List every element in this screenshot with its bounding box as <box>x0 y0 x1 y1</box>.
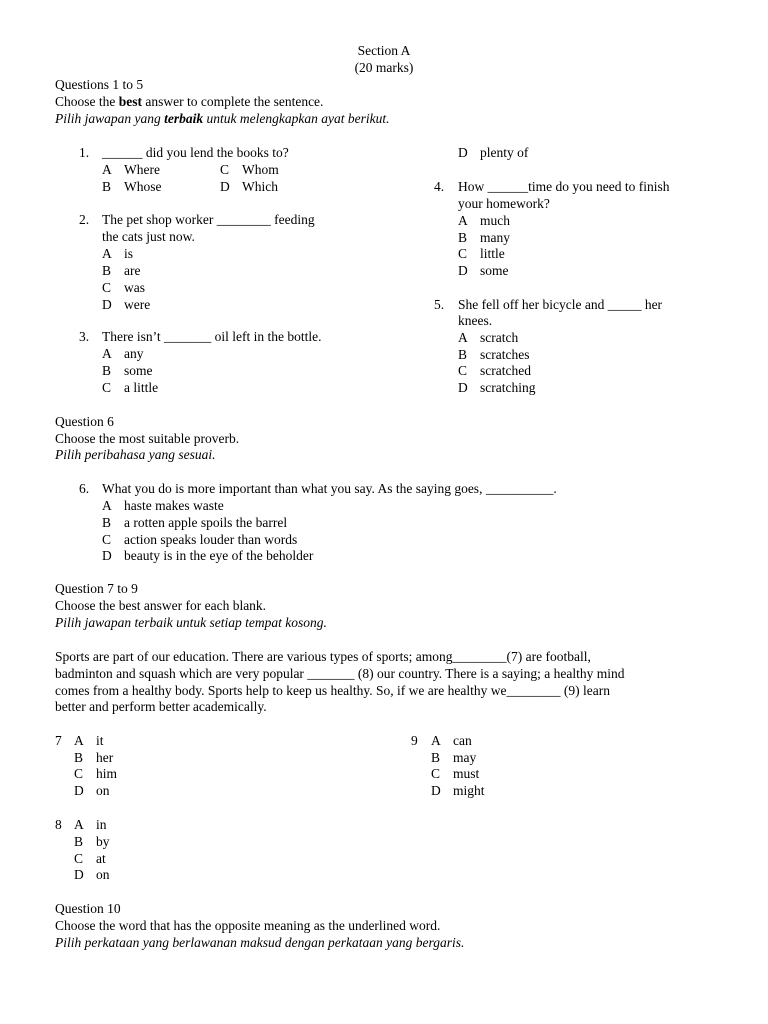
option-letter: A <box>102 162 112 177</box>
instr-text: Choose the <box>55 94 119 109</box>
option-letter: A <box>74 733 84 748</box>
instr-text: untuk melengkapkan ayat berikut. <box>203 111 390 126</box>
q5-option-c <box>458 363 531 380</box>
passage-line: badminton and squash which are very popular _______ (8) our country. There is a saying; a healthy mind <box>55 666 625 681</box>
part4-instruction-malay: Pilih perkataan yang berlawanan maksud dengan perkataan yang bergaris. <box>55 935 465 950</box>
q6-option-d <box>102 548 313 565</box>
option-text: a little <box>124 380 159 395</box>
option-text: by <box>96 834 110 849</box>
option-text: many <box>480 230 510 245</box>
q1-option-d <box>220 179 278 196</box>
q2-option-b <box>102 263 140 280</box>
q3-option-a <box>102 346 144 363</box>
option-text: plenty of <box>480 145 529 160</box>
q9-option-b <box>431 750 476 767</box>
q3-text: There isn’t _______ oil left in the bottle. <box>102 329 322 344</box>
option-letter: B <box>74 834 84 849</box>
part4-heading: Question 10 <box>55 901 121 916</box>
part2-instruction-malay: Pilih peribahasa yang sesuai. <box>55 447 216 462</box>
option-letter: D <box>220 179 230 194</box>
q5-text-line2: knees. <box>458 313 493 328</box>
section-title: Section A <box>357 43 411 58</box>
option-text: haste makes waste <box>124 498 224 513</box>
q6-option-c <box>102 532 297 549</box>
option-letter: A <box>102 346 112 361</box>
option-text: on <box>96 783 110 798</box>
passage-line: Sports are part of our education. There are various types of sports; among________(7) are football, <box>55 649 591 664</box>
option-letter: C <box>220 162 230 177</box>
part2-instruction: Choose the most suitable proverb. <box>55 431 240 446</box>
option-text: Whom <box>242 162 279 177</box>
q4-text-line1: How ______time do you need to finish <box>458 179 670 194</box>
part1-heading: Questions 1 to 5 <box>55 77 144 92</box>
q9-option-d <box>431 783 485 800</box>
option-letter: C <box>102 532 112 547</box>
q3-option-b <box>102 363 153 380</box>
option-text: might <box>453 783 485 798</box>
q2-option-d <box>102 297 150 314</box>
instr-bold: best <box>118 94 142 109</box>
q4-text-line2: your homework? <box>458 196 550 211</box>
passage-line: better and perform better academically. <box>55 699 267 714</box>
option-letter: A <box>458 213 468 228</box>
option-letter: D <box>102 548 112 563</box>
option-text: on <box>96 867 110 882</box>
option-text: some <box>480 263 509 278</box>
q7-option-b <box>74 750 113 767</box>
option-text: much <box>480 213 510 228</box>
option-letter: C <box>458 246 468 261</box>
q2-text-line2: the cats just now. <box>102 229 195 244</box>
q4-option-c <box>458 246 505 263</box>
q8-option-b <box>74 834 110 851</box>
option-letter: B <box>458 230 468 245</box>
q6-option-a <box>102 498 224 515</box>
q2-text-line1: The pet shop worker ________ feeding <box>102 212 315 227</box>
q8-option-a <box>74 817 107 834</box>
part3-instruction: Choose the best answer for each blank. <box>55 598 267 613</box>
q7-option-c <box>74 766 117 783</box>
q4-option-a <box>458 213 510 230</box>
q2-number: 2. <box>79 212 90 227</box>
part1-instruction-malay <box>55 111 389 128</box>
option-text: him <box>96 766 118 781</box>
option-letter: B <box>102 363 112 378</box>
q1-option-b <box>102 179 162 196</box>
option-text: Where <box>124 162 160 177</box>
option-text: Whose <box>124 179 162 194</box>
option-text: beauty is in the eye of the beholder <box>124 548 314 563</box>
q1-option-a <box>102 162 160 179</box>
option-text: any <box>124 346 144 361</box>
q8-option-d <box>74 867 110 884</box>
q8-option-c <box>74 851 106 868</box>
instr-text: Pilih jawapan yang <box>55 111 165 126</box>
q1-text: ______ did you lend the books to? <box>102 145 289 160</box>
q3-option-c <box>102 380 158 397</box>
q2-option-a <box>102 246 133 263</box>
option-text: Which <box>242 179 278 194</box>
part1-instruction <box>55 94 323 111</box>
option-text: scratches <box>480 347 530 362</box>
option-text: her <box>96 750 114 765</box>
q5-text-line1: She fell off her bicycle and _____ her <box>458 297 663 312</box>
option-text: may <box>453 750 477 765</box>
option-text: are <box>124 263 141 278</box>
q7-option-a <box>74 733 104 750</box>
part2-heading: Question 6 <box>55 414 114 429</box>
part3-instruction-malay: Pilih jawapan terbaik untuk setiap tempat kosong. <box>55 615 327 630</box>
option-letter: A <box>102 498 112 513</box>
option-letter: B <box>431 750 441 765</box>
q8-number: 8 <box>55 817 62 832</box>
q4-option-d <box>458 263 509 280</box>
option-letter: B <box>102 263 112 278</box>
option-letter: B <box>74 750 84 765</box>
q6-text: What you do is more important than what you say. As the saying goes, __________. <box>102 481 557 496</box>
q9-option-a <box>431 733 472 750</box>
option-text: must <box>453 766 480 781</box>
passage-line: comes from a healthy body. Sports help to keep us healthy. So, if we are healthy we________ (9) learn <box>55 683 610 698</box>
q4-number: 4. <box>434 179 445 194</box>
option-letter: D <box>74 783 84 798</box>
q3-number: 3. <box>79 329 90 344</box>
option-text: at <box>96 851 106 866</box>
option-text: it <box>96 733 104 748</box>
option-text: were <box>124 297 151 312</box>
option-letter: B <box>102 179 112 194</box>
section-marks: (20 marks) <box>354 60 414 75</box>
option-text: was <box>124 280 145 295</box>
option-letter: C <box>74 851 84 866</box>
option-letter: C <box>431 766 441 781</box>
q9-number: 9 <box>411 733 418 748</box>
option-text: a rotten apple spoils the barrel <box>124 515 288 530</box>
q5-option-b <box>458 347 529 364</box>
option-letter: D <box>458 145 468 160</box>
part4-instruction: Choose the word that has the opposite meaning as the underlined word. <box>55 918 441 933</box>
part3-heading: Question 7 to 9 <box>55 581 138 596</box>
option-letter: A <box>458 330 468 345</box>
q7-option-d <box>74 783 110 800</box>
q6-number: 6. <box>79 481 90 496</box>
q5-option-d <box>458 380 535 397</box>
option-letter: D <box>458 263 468 278</box>
q5-number: 5. <box>434 297 445 312</box>
q7-number: 7 <box>55 733 62 748</box>
option-letter: A <box>74 817 84 832</box>
option-text: can <box>453 733 472 748</box>
option-letter: B <box>102 515 112 530</box>
option-text: some <box>124 363 153 378</box>
option-text: scratch <box>480 330 519 345</box>
option-text: scratched <box>480 363 531 378</box>
option-letter: B <box>458 347 468 362</box>
option-letter: D <box>102 297 112 312</box>
option-text: little <box>480 246 505 261</box>
instr-bold: terbaik <box>164 111 204 126</box>
option-letter: D <box>74 867 84 882</box>
option-text: is <box>124 246 134 261</box>
option-text: scratching <box>480 380 536 395</box>
instr-text: answer to complete the sentence. <box>142 94 324 109</box>
q4-option-b <box>458 230 510 247</box>
q1-number: 1. <box>79 145 90 160</box>
q2-option-c <box>102 280 145 297</box>
option-letter: C <box>74 766 84 781</box>
option-letter: C <box>102 280 112 295</box>
q3-option-d <box>458 145 528 162</box>
option-text: action speaks louder than words <box>124 532 298 547</box>
option-letter: C <box>458 363 468 378</box>
q1-option-c <box>220 162 279 179</box>
q9-option-c <box>431 766 479 783</box>
q5-option-a <box>458 330 518 347</box>
option-text: in <box>96 817 107 832</box>
option-letter: D <box>431 783 441 798</box>
q6-option-b <box>102 515 287 532</box>
option-letter: D <box>458 380 468 395</box>
option-letter: A <box>102 246 112 261</box>
option-letter: C <box>102 380 112 395</box>
option-letter: A <box>431 733 441 748</box>
